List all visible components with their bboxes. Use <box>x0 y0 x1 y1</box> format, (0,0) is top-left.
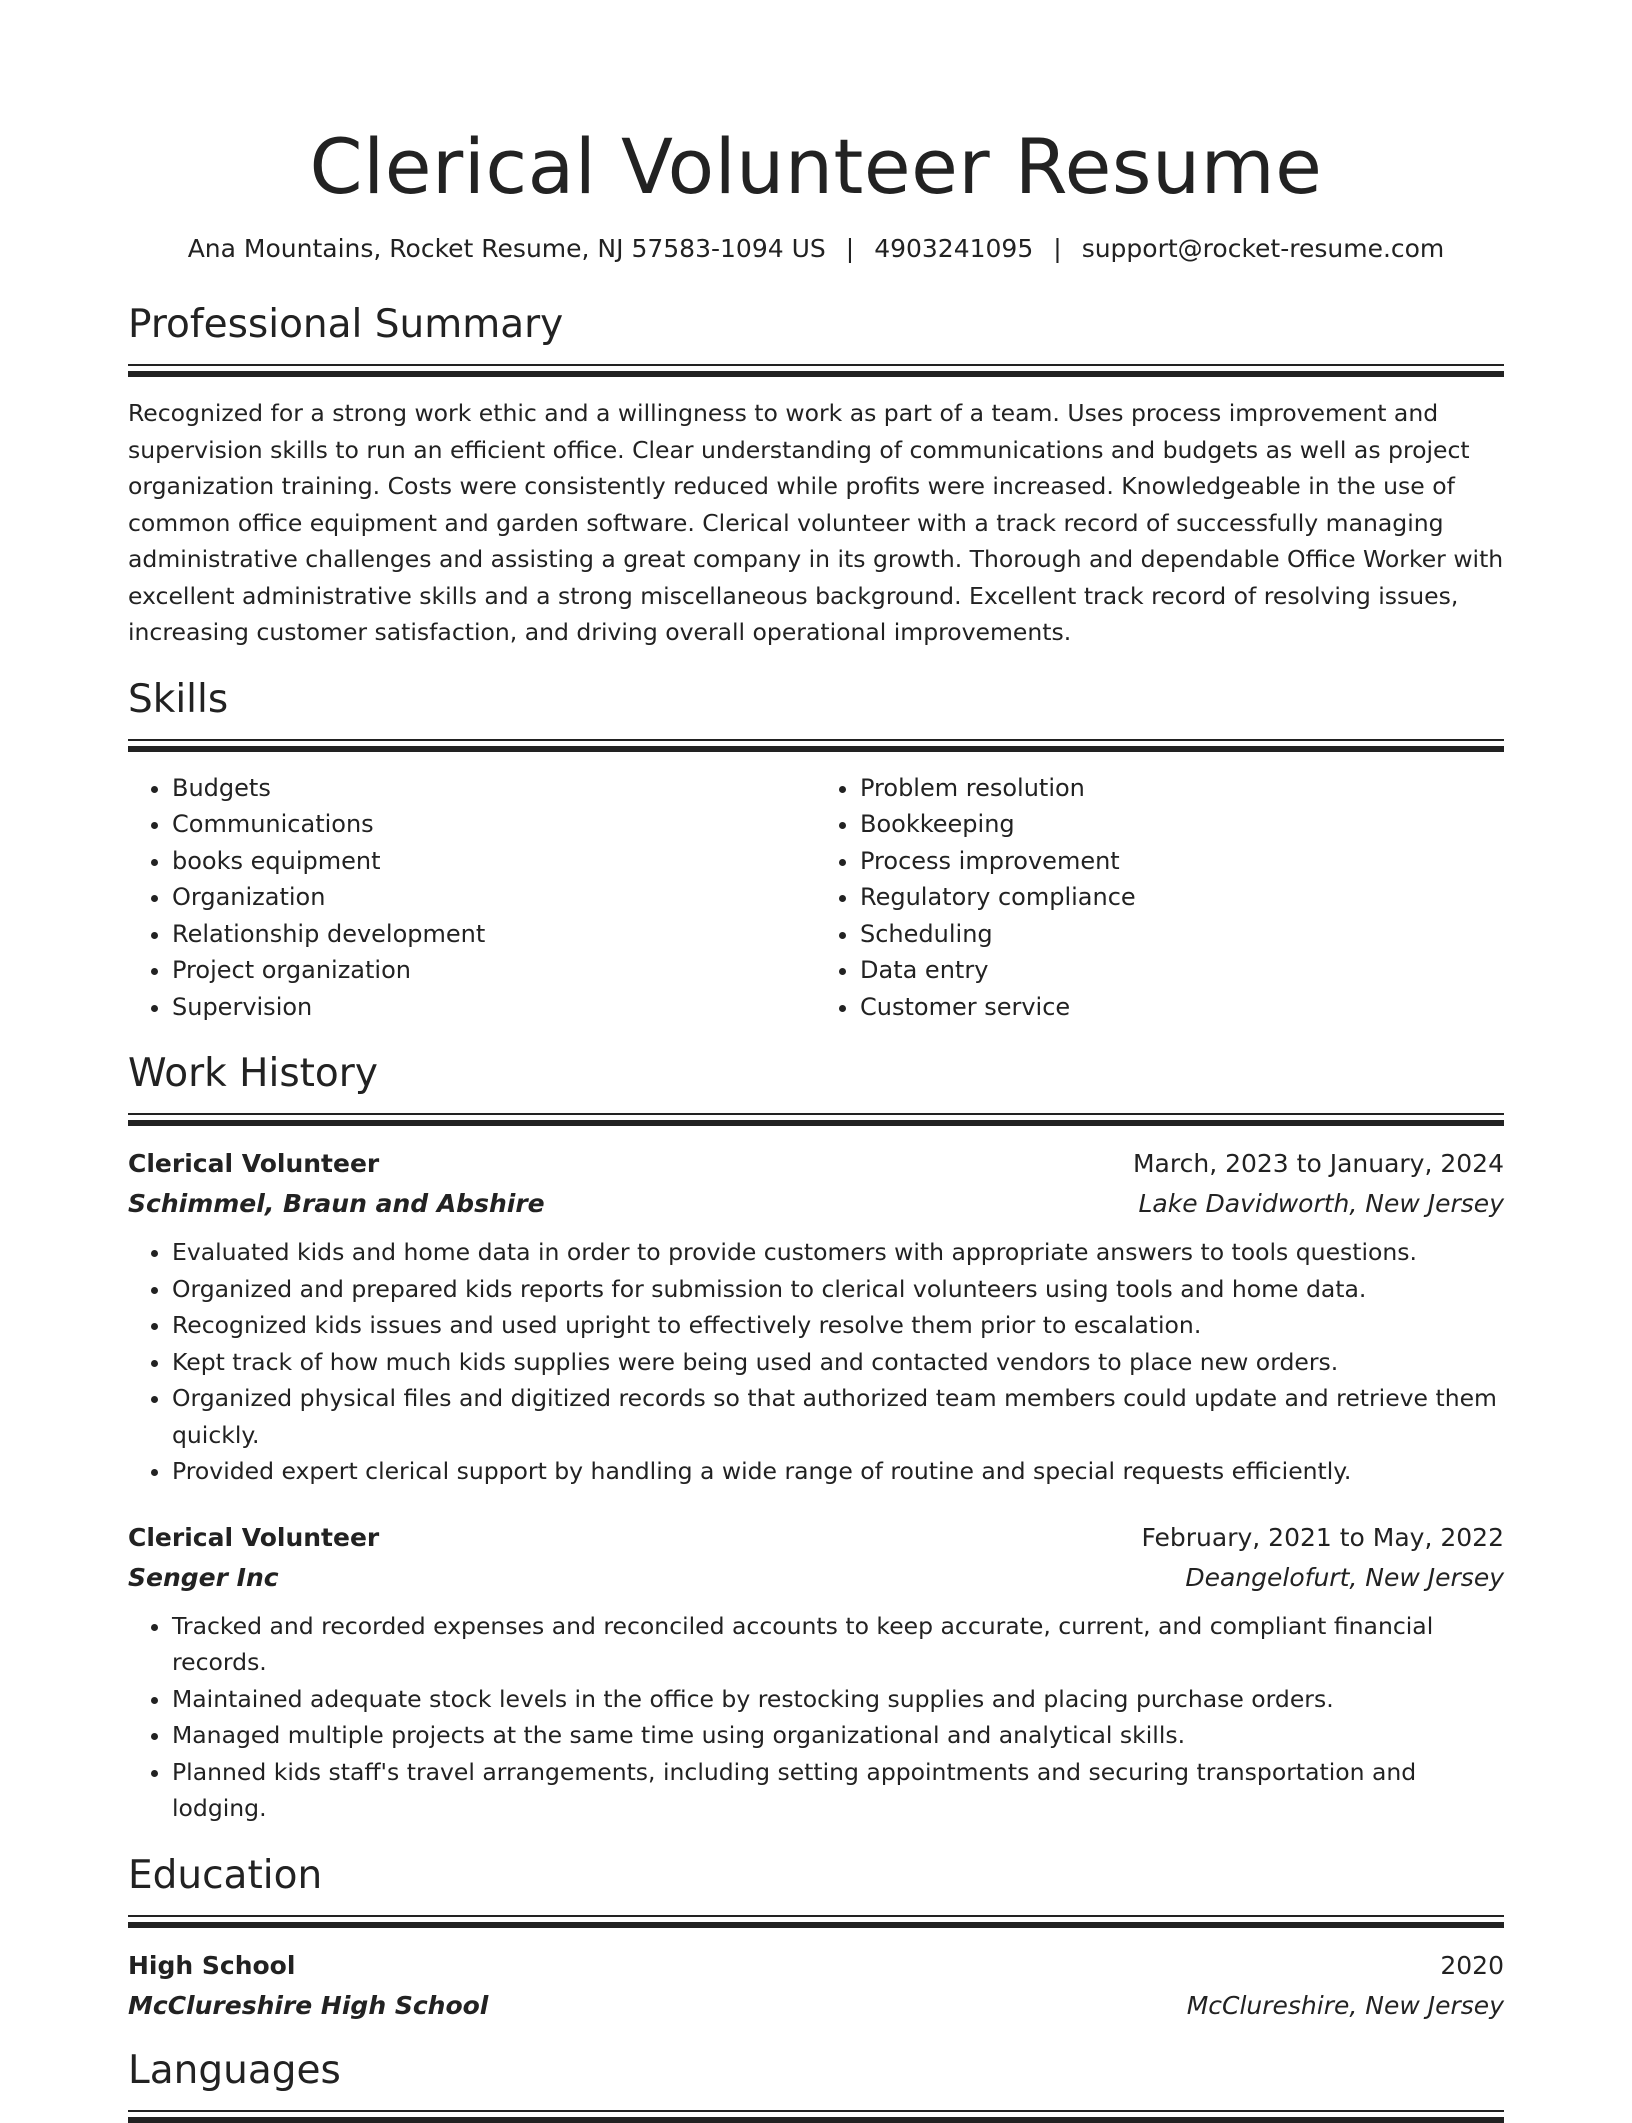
summary-section <box>128 300 1504 651</box>
contact-separator: | <box>845 234 855 263</box>
job-title: Clerical Volunteer <box>128 1149 380 1178</box>
job-bullet: • Organized physical files and digitized records so that authorized team members could update and retrieve them quickly. <box>172 1380 1504 1453</box>
job-bullet: • Managed multiple projects at the same time using organizational and analytical skills. <box>172 1717 1504 1754</box>
contact-line <box>128 232 1504 266</box>
job-bullets <box>128 1234 1504 1490</box>
education-degree: High School <box>128 1950 296 1980</box>
job-company: Schimmel, Braun and Abshire <box>128 1189 545 1218</box>
skill-item: • Bookkeeping <box>860 806 1504 843</box>
job-location: Deangelofurt, New Jersey <box>1185 1562 1504 1592</box>
section-divider <box>128 2110 1504 2123</box>
skills-column-left <box>128 770 816 1026</box>
section-divider <box>128 1113 1504 1126</box>
skill-item: • Problem resolution <box>860 770 1504 807</box>
job-bullet: • Recognized kids issues and used upright to effectively resolve them prior to escalation. <box>172 1307 1504 1344</box>
section-divider <box>128 739 1504 752</box>
education-section <box>128 1851 1504 2026</box>
work-history-section <box>128 1049 1504 1827</box>
skill-item: • Organization <box>172 879 816 916</box>
education-school: McClureshire High School <box>128 1990 489 2020</box>
job-location: Lake Davidworth, New Jersey <box>1138 1189 1504 1218</box>
section-divider <box>128 364 1504 377</box>
skills-section <box>128 675 1504 1026</box>
job-bullet: • Provided expert clerical support by handling a wide range of routine and special requests efficiently. <box>172 1453 1504 1490</box>
skills-column-right <box>816 770 1504 1026</box>
skill-item: • Scheduling <box>860 916 1504 953</box>
job-entry <box>128 1144 1504 1490</box>
job-bullet: • Planned kids staff's travel arrangements, including setting appointments and securing transportation and lodging. <box>172 1754 1504 1827</box>
section-heading-skills: Skills <box>128 676 229 722</box>
job-company: Senger Inc <box>128 1562 279 1592</box>
section-divider <box>128 1915 1504 1928</box>
skill-item: • books equipment <box>172 843 816 880</box>
job-dates: February, 2021 to May, 2022 <box>1141 1522 1504 1552</box>
skill-item: • Regulatory compliance <box>860 879 1504 916</box>
job-bullet: • Tracked and recorded expenses and reconciled accounts to keep accurate, current, and compliant financial records. <box>172 1608 1504 1681</box>
contact-email: support@rocket-resume.com <box>1081 234 1445 263</box>
resume-title: Clerical Volunteer Resume <box>309 122 1323 211</box>
contact-address: Ana Mountains, Rocket Resume, NJ 57583-1094 US <box>187 234 826 263</box>
skill-item: • Supervision <box>172 989 816 1026</box>
job-bullet: • Evaluated kids and home data in order to provide customers with appropriate answers to tools questions. <box>172 1234 1504 1271</box>
skill-item: • Customer service <box>860 989 1504 1026</box>
skill-item: • Budgets <box>172 770 816 807</box>
skill-item: • Project organization <box>172 952 816 989</box>
skill-item: • Relationship development <box>172 916 816 953</box>
contact-phone: 4903241095 <box>874 234 1034 263</box>
skill-item: • Data entry <box>860 952 1504 989</box>
skill-item: • Process improvement <box>860 843 1504 880</box>
skills-grid <box>128 770 1504 1026</box>
section-heading-work-history: Work History <box>128 1051 378 1096</box>
education-year: 2020 <box>1440 1950 1504 1980</box>
job-bullet: • Kept track of how much kids supplies were being used and contacted vendors to place new orders. <box>172 1344 1504 1381</box>
job-bullet: • Organized and prepared kids reports for submission to clerical volunteers using tools and home data. <box>172 1271 1504 1308</box>
job-entry <box>128 1518 1504 1827</box>
job-title: Clerical Volunteer <box>128 1522 380 1552</box>
job-bullets <box>128 1608 1504 1827</box>
contact-separator: | <box>1053 234 1062 263</box>
education-entry <box>128 1946 1504 2026</box>
job-bullet: • Maintained adequate stock levels in the office by restocking supplies and placing purchase orders. <box>172 1681 1504 1718</box>
section-heading-education: Education <box>128 1852 323 1898</box>
job-dates: March, 2023 to January, 2024 <box>1132 1149 1504 1178</box>
section-heading-languages: Languages <box>128 2047 341 2093</box>
skill-item: • Communications <box>172 806 816 843</box>
languages-section <box>128 2046 1504 2123</box>
education-location: McClureshire, New Jersey <box>1186 1990 1504 2020</box>
summary-text: Recognized for a strong work ethic and a willingness to work as part of a team. Uses process improvement and supervision skills to run an efficient office. Clear understanding of communications and budgets as well as project organization training. Costs were consistently reduced while profits were increased. Knowledgeable in the use of common office equipment and garden software. Clerical volunteer with a track record of successfully managing administrative challenges and assisting a great company in its growth. Thorough and dependable Office Worker with excellent administrative skills and a strong miscellaneous background. Excellent track record of resolving issues, increasing customer satisfaction, and driving overall operational improvements. <box>128 399 1504 646</box>
section-heading-summary: Professional Summary <box>128 302 564 347</box>
